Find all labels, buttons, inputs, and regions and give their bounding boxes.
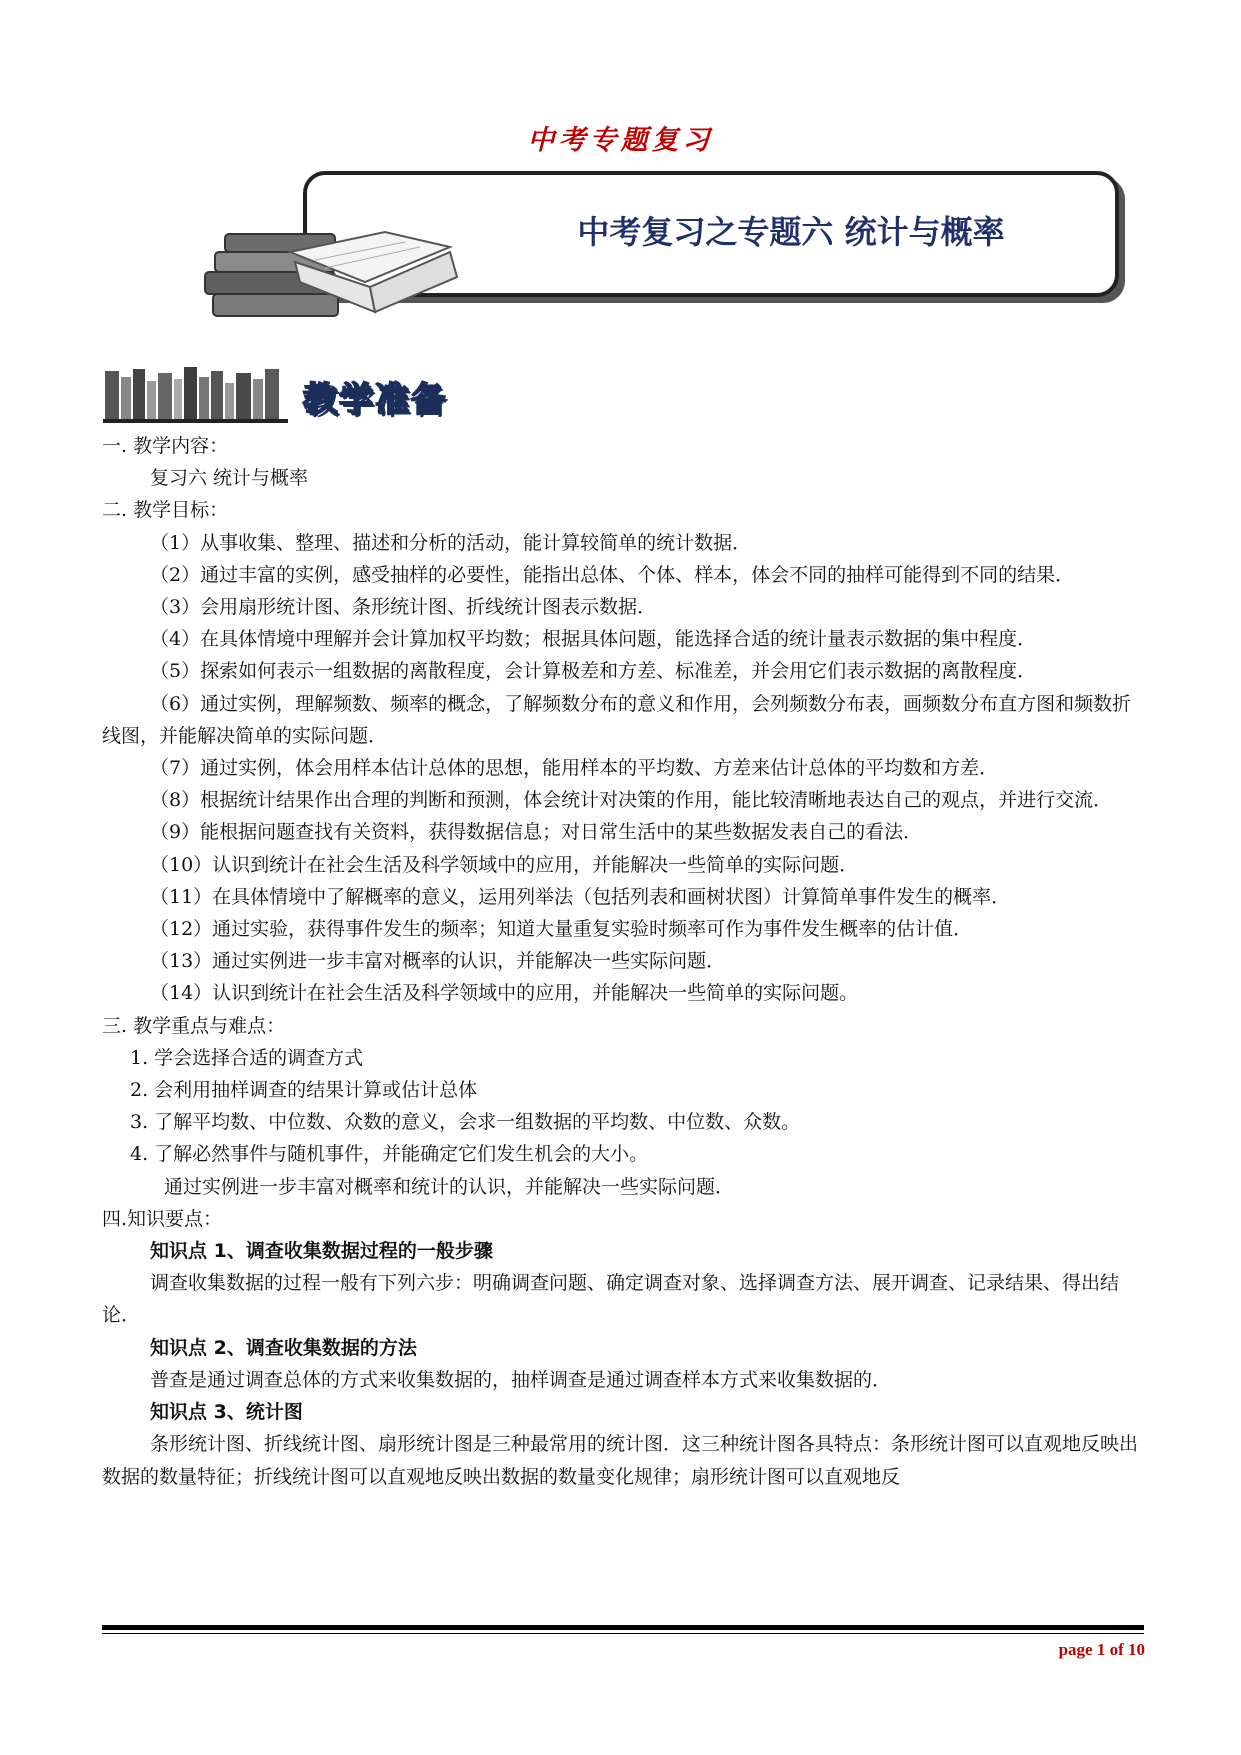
- page-number: page 1 of 10: [1058, 1640, 1145, 1659]
- goal-item: （8）根据统计结果作出合理的判断和预测，体会统计对决策的作用，能比较清晰地表达自己的观点，并进行交流．: [150, 789, 1113, 812]
- goal-item: （1）从事收集、整理、描述和分析的活动，能计算较简单的统计数据．: [150, 531, 752, 554]
- key-summary: 通过实例进一步丰富对概率和统计的认识，并能解决一些实际问题．: [164, 1175, 735, 1198]
- footer-rule-thin: [102, 1633, 1144, 1634]
- goal-item: （10）认识到统计在社会生活及科学领域中的应用，并能解决一些简单的实际问题．: [150, 853, 859, 876]
- footer-rule-thick: [102, 1625, 1144, 1630]
- knowledge-point-3-title: 知识点 3、统计图: [150, 1401, 303, 1424]
- key-point-item: 4. 了解必然事件与随机事件，并能确定它们发生机会的大小。: [130, 1143, 649, 1166]
- section-3-heading: 三. 教学重点与难点：: [102, 1014, 286, 1037]
- knowledge-point-1-text: 调查收集数据的过程一般有下列六步：明确调查问题、确定调查对象、选择调查方法、展开调查、记录结果、得出结论．: [102, 1272, 1120, 1327]
- section-1-line: 复习六 统计与概率: [150, 467, 309, 490]
- section-1-heading: 一. 教学内容：: [102, 435, 229, 457]
- document-body: [102, 430, 1144, 1493]
- knowledge-point-2-title: 知识点 2、调查收集数据的方法: [150, 1336, 417, 1359]
- knowledge-point-3-text: 条形统计图、折线统计图、扇形统计图是三种最常用的统计图．这三种统计图各具特点：条形统计图可以直观地反映出数据的数量特征；折线统计图可以直观地反映出数据的数量变化规律；扇形统计图可以直观地反: [102, 1433, 1139, 1488]
- goal-item: （12）通过实验，获得事件发生的频率；知道大量重复实验时频率可作为事件发生概率的估计值．: [150, 918, 973, 941]
- goal-item: （6）通过实例，理解频数、频率的概念，了解频数分布的意义和作用，会列频数分布表，画频数分布直方图和频数折线图，并能解决简单的实际问题．: [102, 692, 1132, 747]
- goal-item: （14）认识到统计在社会生活及科学领域中的应用，并能解决一些简单的实际问题。: [150, 982, 859, 1005]
- section-2-heading: 二. 教学目标：: [102, 499, 229, 522]
- section-title: 教学准备: [303, 380, 447, 420]
- goal-item: （9）能根据问题查找有关资料，获得数据信息；对日常生活中的某些数据发表自己的看法．: [150, 821, 923, 844]
- books-row-icon: [103, 363, 293, 423]
- books-stack-icon: [195, 222, 495, 322]
- goal-item: （4）在具体情境中理解并会计算加权平均数；根据具体问题，能选择合适的统计量表示数据的集中程度．: [150, 628, 1037, 651]
- key-point-item: 1. 学会选择合适的调查方式: [130, 1046, 364, 1069]
- key-point-item: 2. 会利用抽样调查的结果计算或估计总体: [130, 1079, 478, 1102]
- knowledge-point-2-text: 普查是通过调查总体的方式来收集数据的，抽样调查是通过调查样本方式来收集数据的．: [150, 1368, 892, 1391]
- key-point-item: 3. 了解平均数、中位数、众数的意义，会求一组数据的平均数、中位数、众数。: [130, 1111, 801, 1134]
- goal-item: （7）通过实例，体会用样本估计总体的思想，能用样本的平均数、方差来估计总体的平均数和方差．: [150, 757, 999, 780]
- goal-item: （13）通过实例进一步丰富对概率的认识，并能解决一些实际问题．: [150, 950, 726, 973]
- goal-item: （2）通过丰富的实例，感受抽样的必要性，能指出总体、个体、样本，体会不同的抽样可能得到不同的结果．: [150, 563, 1075, 586]
- goal-item: （5）探索如何表示一组数据的离散程度，会计算极差和方差、标准差，并会用它们表示数据的离散程度．: [150, 660, 1037, 683]
- knowledge-point-1-title: 知识点 1、调查收集数据过程的一般步骤: [150, 1240, 493, 1263]
- banner-title: 中考复习之专题六 统计与概率: [577, 213, 1005, 251]
- goal-item: （3）会用扇形统计图、条形统计图、折线统计图表示数据．: [150, 596, 657, 619]
- top-tag: 中考专题复习: [527, 125, 714, 156]
- section-4-heading: 四.知识要点：: [102, 1207, 223, 1230]
- goal-item: （11）在具体情境中了解概率的意义，运用列举法（包括列表和画树状图）计算简单事件发生的概率．: [150, 885, 1011, 908]
